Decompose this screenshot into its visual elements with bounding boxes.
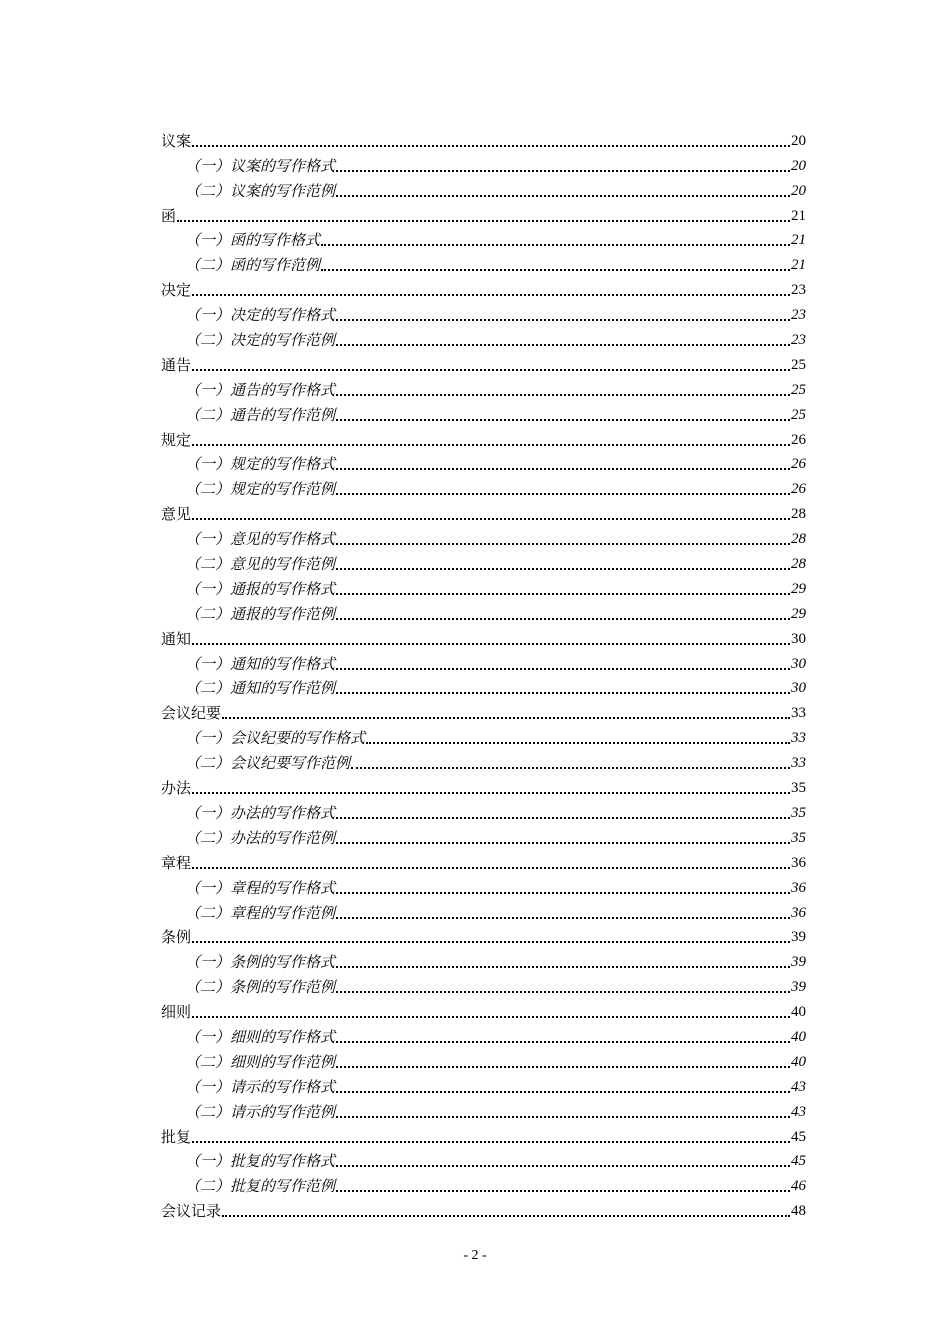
toc-entry-page-number: 21 (791, 232, 806, 249)
toc-entry-label: （一）意见的写作格式 (185, 530, 336, 549)
toc-entry-label: 意见 (161, 505, 192, 524)
toc-entry-label: （二）细则的写作范例 (185, 1052, 336, 1071)
toc-dot-leader (336, 667, 790, 670)
toc-entry-page-number: 40 (791, 1053, 806, 1070)
toc-entry-label: 条例 (161, 928, 192, 947)
toc-dot-leader (336, 194, 790, 197)
toc-entry-page-number: 26 (791, 481, 806, 498)
toc-entry-label: 会议记录 (161, 1202, 222, 1221)
toc-entry-section[interactable] (161, 200, 806, 225)
toc-entry-label: （二）通知的写作范例 (185, 679, 336, 698)
toc-entry-label: （一）规定的写作格式 (185, 455, 336, 474)
toc-entry-label: 议案 (161, 131, 192, 150)
toc-entry-section[interactable] (161, 623, 806, 648)
toc-entry-section[interactable] (161, 274, 806, 299)
toc-dot-leader (192, 791, 790, 794)
toc-dot-leader (336, 542, 790, 545)
toc-dot-leader (336, 467, 790, 470)
toc-entry-page-number: 33 (791, 705, 806, 722)
toc-entry-subsection[interactable] (161, 473, 806, 498)
toc-dot-leader (336, 965, 790, 968)
toc-entry-page-number: 33 (791, 755, 806, 772)
toc-dot-leader (336, 318, 790, 321)
toc-entry-label: （二）批复的写作范例 (185, 1177, 336, 1196)
toc-entry-page-number: 43 (791, 1078, 806, 1095)
toc-entry-page-number: 28 (791, 556, 806, 573)
toc-dot-leader (336, 393, 790, 396)
toc-entry-label: 通知 (161, 629, 192, 648)
toc-dot-leader (336, 343, 790, 346)
toc-entry-page-number: 25 (791, 381, 806, 398)
toc-dot-leader (192, 866, 790, 869)
toc-entry-page-number: 35 (791, 780, 806, 797)
toc-entry-label: 通告 (161, 355, 192, 374)
toc-dot-leader (336, 1164, 790, 1167)
toc-entry-page-number: 39 (791, 954, 806, 971)
toc-entry-label: （二）会议纪要写作范例 (185, 754, 351, 773)
toc-entry-subsection[interactable] (161, 722, 806, 747)
toc-entry-page-number: 21 (791, 207, 806, 224)
toc-dot-leader (336, 841, 790, 844)
toc-entry-label: （一）通告的写作格式 (185, 380, 336, 399)
toc-entry-page-number: 36 (791, 854, 806, 871)
toc-entry-page-number: 45 (791, 1153, 806, 1170)
toc-dot-leader (336, 916, 790, 919)
toc-entry-page-number: 26 (791, 431, 806, 448)
toc-entry-section[interactable] (161, 125, 806, 150)
toc-dot-leader (321, 268, 790, 271)
toc-entry-subsection[interactable] (161, 1170, 806, 1195)
toc-dot-leader (336, 816, 790, 819)
toc-entry-subsection[interactable] (161, 971, 806, 996)
toc-entry-label: （二）函的写作范例 (185, 256, 321, 275)
toc-entry-label: （一）批复的写作格式 (185, 1152, 336, 1171)
toc-entry-page-number: 40 (791, 1028, 806, 1045)
toc-entry-page-number: 25 (791, 406, 806, 423)
toc-entry-subsection[interactable] (161, 523, 806, 548)
toc-entry-label: （一）章程的写作格式 (185, 878, 336, 897)
toc-entry-page-number: 43 (791, 1103, 806, 1120)
toc-entry-label: （二）决定的写作范例 (185, 331, 336, 350)
toc-dot-leader (336, 1115, 790, 1118)
toc-dot-leader (336, 691, 790, 694)
toc-dot-leader (336, 418, 790, 421)
toc-dot-leader (366, 741, 790, 744)
toc-entry-page-number: 23 (791, 332, 806, 349)
toc-entry-page-number: 20 (791, 157, 806, 174)
toc-entry-page-number: 33 (791, 730, 806, 747)
toc-entry-subsection[interactable] (161, 822, 806, 847)
toc-entry-page-number: 28 (791, 531, 806, 548)
toc-entry-label: 函 (161, 206, 177, 225)
toc-entry-page-number: 28 (791, 506, 806, 523)
toc-entry-section[interactable] (161, 1195, 806, 1220)
toc-entry-page-number: 23 (791, 282, 806, 299)
toc-entry-section[interactable] (161, 996, 806, 1021)
toc-entry-page-number: 39 (791, 929, 806, 946)
toc-entry-page-number: 25 (791, 356, 806, 373)
toc-entry-subsection[interactable] (161, 399, 806, 424)
toc-entry-label: （一）议案的写作格式 (185, 156, 336, 175)
toc-entry-subsection[interactable] (161, 1071, 806, 1096)
toc-entry-subsection[interactable] (161, 598, 806, 623)
toc-entry-label: （一）函的写作格式 (185, 231, 321, 250)
toc-entry-label: （二）章程的写作范例 (185, 903, 336, 922)
toc-entry-label: （一）请示的写作格式 (185, 1077, 336, 1096)
toc-entry-label: （二）请示的写作范例 (185, 1102, 336, 1121)
toc-entry-section[interactable] (161, 424, 806, 449)
toc-entry-page-number: 20 (791, 132, 806, 149)
toc-entry-section[interactable] (161, 1121, 806, 1146)
toc-entry-label: （二）通报的写作范例 (185, 604, 336, 623)
toc-dot-leader (222, 716, 790, 719)
toc-entry-page-number: 46 (791, 1178, 806, 1195)
toc-entry-label: （一）通知的写作格式 (185, 654, 336, 673)
toc-entry-page-number: 29 (791, 580, 806, 597)
toc-dot-leader (336, 1065, 790, 1068)
toc-dot-leader (192, 1015, 790, 1018)
toc-entry-subsection[interactable] (161, 548, 806, 573)
toc-entry-label: 批复 (161, 1127, 192, 1146)
toc-entry-subsection[interactable] (161, 1096, 806, 1121)
toc-dot-leader (336, 567, 790, 570)
toc-dot-leader (336, 1189, 790, 1192)
toc-entry-page-number: 45 (791, 1128, 806, 1145)
toc-entry-label: 办法 (161, 779, 192, 798)
toc-dot-leader (321, 243, 790, 246)
toc-entry-section[interactable] (161, 697, 806, 722)
toc-entry-subsection[interactable] (161, 324, 806, 349)
toc-dot-leader (192, 517, 790, 520)
toc-entry-page-number: 23 (791, 307, 806, 324)
toc-entry-section[interactable] (161, 772, 806, 797)
toc-entry-label: （一）细则的写作格式 (185, 1027, 336, 1046)
toc-dot-leader (177, 219, 790, 222)
toc-dot-leader (336, 592, 790, 595)
toc-entry-label: （二）办法的写作范例 (185, 828, 336, 847)
toc-entry-label: （一）通报的写作格式 (185, 579, 336, 598)
toc-dot-leader (336, 617, 790, 620)
page-number: - 2 - (463, 1248, 487, 1263)
toc-entry-page-number: 35 (791, 829, 806, 846)
toc-entry-page-number: 30 (791, 680, 806, 697)
toc-entry-subsection[interactable] (161, 1021, 806, 1046)
toc-entry-label: 章程 (161, 853, 192, 872)
toc-entry-label: （二）意见的写作范例 (185, 555, 336, 574)
toc-entry-section[interactable] (161, 349, 806, 374)
toc-dot-leader (351, 766, 790, 769)
toc-dot-leader (192, 293, 790, 296)
toc-entry-subsection[interactable] (161, 175, 806, 200)
toc-entry-label: （二）规定的写作范例 (185, 480, 336, 499)
toc-entry-label: 规定 (161, 430, 192, 449)
toc-entry-label: 会议纪要 (161, 704, 222, 723)
toc-entry-page-number: 30 (791, 630, 806, 647)
toc-entry-subsection[interactable] (161, 249, 806, 274)
toc-entry-subsection[interactable] (161, 648, 806, 673)
toc-entry-section[interactable] (161, 498, 806, 523)
toc-dot-leader (192, 144, 790, 147)
toc-entry-page-number: 36 (791, 879, 806, 896)
toc-entry-subsection[interactable] (161, 747, 806, 772)
toc-entry-subsection[interactable] (161, 946, 806, 971)
toc-entry-subsection[interactable] (161, 1146, 806, 1171)
toc-entry-page-number: 29 (791, 605, 806, 622)
toc-entry-label: （一）办法的写作格式 (185, 803, 336, 822)
toc-dot-leader (192, 1140, 790, 1143)
toc-entry-subsection[interactable] (161, 449, 806, 474)
toc-dot-leader (336, 990, 790, 993)
toc-dot-leader (336, 1040, 790, 1043)
toc-entry-subsection[interactable] (161, 150, 806, 175)
toc-dot-leader (192, 443, 790, 446)
toc-entry-subsection[interactable] (161, 897, 806, 922)
toc-dot-leader (336, 891, 790, 894)
toc-dot-leader (192, 642, 790, 645)
toc-entry-page-number: 20 (791, 182, 806, 199)
toc-entry-page-number: 35 (791, 804, 806, 821)
toc-entry-subsection[interactable] (161, 573, 806, 598)
toc-entry-page-number: 40 (791, 1004, 806, 1021)
toc-entry-subsection[interactable] (161, 225, 806, 250)
toc-entry-page-number: 21 (791, 257, 806, 274)
toc-entry-page-number: 36 (791, 904, 806, 921)
toc-entry-page-number: 39 (791, 979, 806, 996)
toc-entry-subsection[interactable] (161, 1046, 806, 1071)
toc-entry-label: （一）条例的写作格式 (185, 953, 336, 972)
toc-entry-label: （一）会议纪要的写作格式 (185, 729, 366, 748)
toc-dot-leader (336, 169, 790, 172)
toc-entry-label: （一）决定的写作格式 (185, 306, 336, 325)
toc-dot-leader (192, 368, 790, 371)
toc-entry-subsection[interactable] (161, 299, 806, 324)
table-of-contents (161, 125, 806, 1220)
toc-dot-leader (222, 1214, 790, 1217)
toc-entry-label: （二）议案的写作范例 (185, 181, 336, 200)
toc-dot-leader (336, 492, 790, 495)
toc-entry-label: （二）条例的写作范例 (185, 978, 336, 997)
toc-entry-subsection[interactable] (161, 673, 806, 698)
toc-entry-section[interactable] (161, 847, 806, 872)
toc-dot-leader (192, 940, 790, 943)
toc-entry-page-number: 48 (791, 1203, 806, 1220)
toc-entry-page-number: 30 (791, 655, 806, 672)
toc-entry-label: （二）通告的写作范例 (185, 405, 336, 424)
toc-entry-label: 决定 (161, 281, 192, 300)
toc-entry-page-number: 26 (791, 456, 806, 473)
toc-dot-leader (336, 1090, 790, 1093)
toc-entry-subsection[interactable] (161, 797, 806, 822)
toc-entry-section[interactable] (161, 922, 806, 947)
toc-entry-subsection[interactable] (161, 374, 806, 399)
toc-entry-label: 细则 (161, 1003, 192, 1022)
toc-entry-subsection[interactable] (161, 872, 806, 897)
